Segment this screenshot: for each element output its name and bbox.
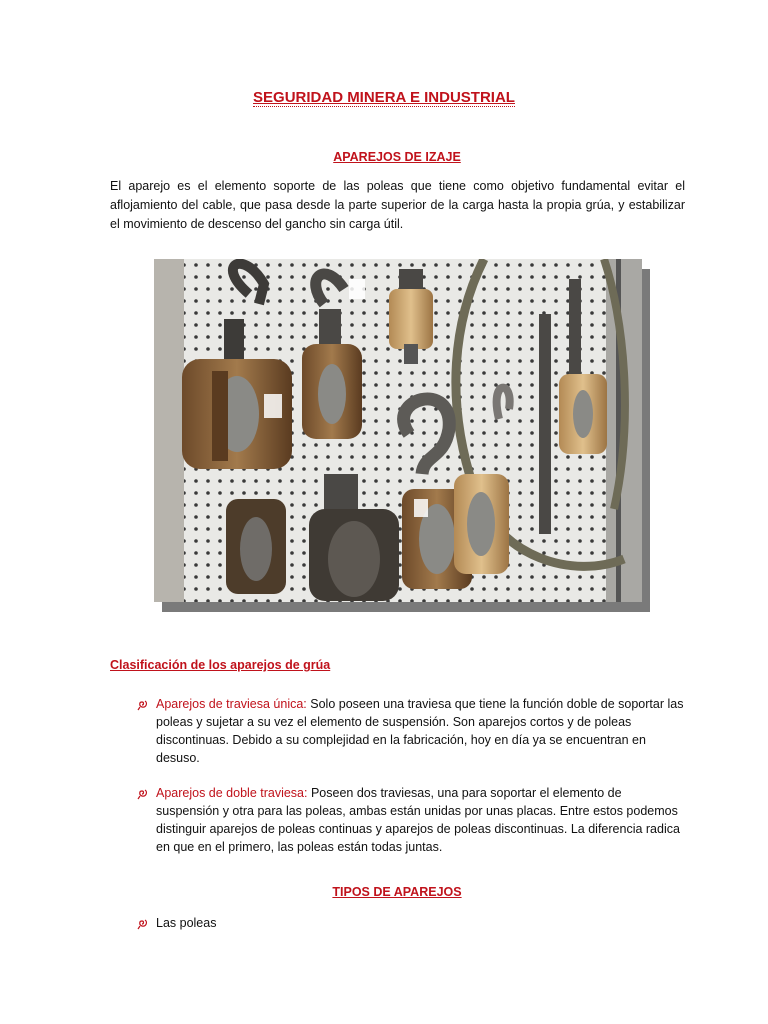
bullet-description: Poseen dos traviesas, una para soportar el elemento de suspensión y otra para las poleas, ambas están unidas por unas placas. Entre estos podemos distinguir aparejos de poleas continuas y aparejos de poleas discontinuas. La diferencia radica en que en el primero, las poleas están todas juntas. — [156, 786, 680, 854]
intro-paragraph: El aparejo es el elemento soporte de las poleas que tiene como objetivo fundamental evitar el aflojamiento del cable, que pasa desde la parte superior de la carga hasta la propia grúa, y estabilizar el movimiento de descenso del gancho sin carga útil. — [110, 179, 685, 231]
bullet-text — [156, 784, 688, 856]
bullet-description: Solo poseen una traviesa que tiene la función doble de soportar las poleas y sujetar a su vez el elemento de suspensión. Son aparejos cortos y de poleas discontinuas. Debido a su complejidad en la fabricación, hoy en día ya se encuentran en desuso. — [156, 697, 684, 765]
bullet-label: Aparejos de doble traviesa: — [156, 786, 308, 800]
bullet-text — [156, 914, 688, 932]
spiral-bullet-icon — [136, 697, 150, 711]
bullet-description: Las poleas — [156, 916, 217, 930]
document-title: SEGURIDAD MINERA E INDUSTRIAL — [253, 89, 515, 106]
section-heading-tipos-aparejos: TIPOS DE APAREJOS — [332, 885, 462, 899]
section-heading-aparejos-izaje: APAREJOS DE IZAJE — [333, 150, 461, 164]
spiral-bullet-icon — [136, 786, 150, 800]
bullet-label: Aparejos de traviesa única: — [156, 697, 307, 711]
spiral-bullet-icon — [136, 916, 150, 930]
pulley-blocks-photo — [154, 259, 652, 614]
classification-heading: Clasificación de los aparejos de grúa — [110, 658, 331, 672]
bullet-text — [156, 695, 688, 767]
